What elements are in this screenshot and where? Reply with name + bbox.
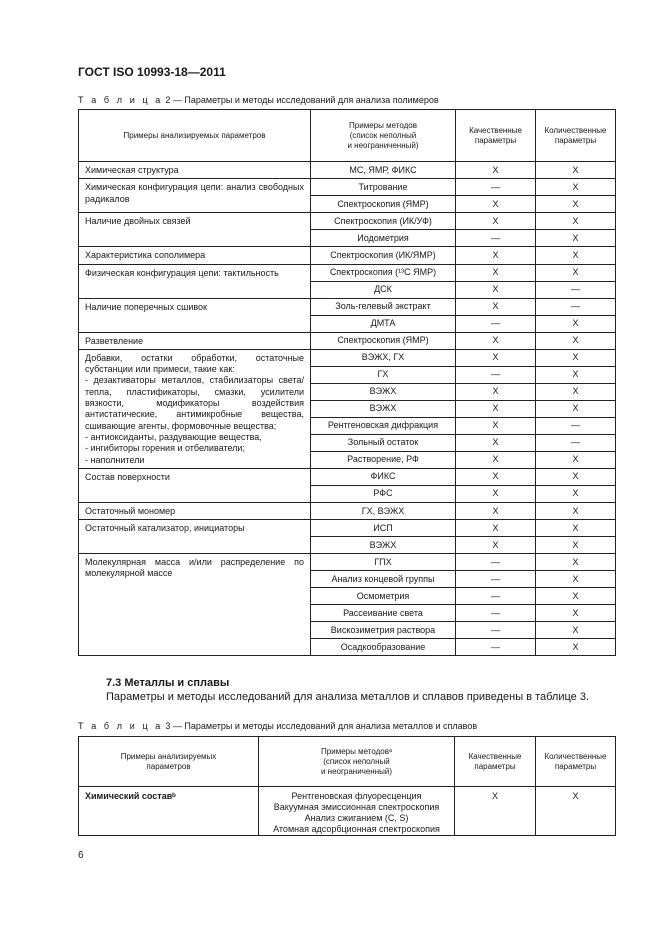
t2-param-text: Химическая структура: [85, 165, 179, 175]
section-title: 7.3 Металлы и сплавы: [106, 677, 230, 689]
table-row: [79, 787, 616, 836]
t2-method-cell: ГПХ: [311, 554, 456, 571]
section-text: Параметры и методы исследований для анализа металлов и сплавов приведены в таблице 3.: [106, 691, 590, 703]
t2-param-cell: [79, 468, 311, 502]
t3-method-line: Рентгеновская флуоресценция: [291, 791, 422, 801]
t2-quant-cell: X: [536, 264, 616, 281]
t2-param-text: Наличие поперечных сшивок: [85, 301, 207, 312]
table-row: [79, 502, 616, 519]
t2-param-cell: [79, 162, 311, 179]
table-row: [79, 247, 616, 264]
table-row: [79, 332, 616, 349]
metals-parameters-table: [78, 736, 616, 836]
t2-quant-cell: X: [536, 451, 616, 468]
polymer-parameters-table: [78, 109, 616, 656]
document-header: ГОСТ ISO 10993-18—2011: [78, 65, 226, 79]
t2-header-qual: Качественные параметры: [456, 110, 536, 162]
t2-qual-cell: —: [456, 605, 536, 622]
t2-method-cell: ФИКС: [311, 468, 456, 485]
table-row: [79, 264, 616, 281]
t2-quant-cell: X: [536, 315, 616, 332]
t2-param-cell: [79, 213, 311, 247]
t2-method-cell: Спектроскопия (ЯМР): [311, 196, 456, 213]
t2-header-method: Примеры методов (список неполный и неограниченный): [311, 110, 456, 162]
table2-caption-text: 2 — Параметры и методы исследований для анализа полимеров: [165, 95, 439, 105]
t2-quant-cell: X: [536, 537, 616, 554]
t2-method-cell: Осадкообразование: [311, 639, 456, 656]
t3-header-qual: Качественные параметры: [455, 737, 536, 787]
t2-quant-cell: —: [536, 434, 616, 451]
t2-param-text: Разветвление: [85, 335, 144, 346]
t2-method-cell: Спектроскопия (ЯМР): [311, 332, 456, 349]
t2-qual-cell: X: [456, 417, 536, 434]
t2-qual-cell: X: [456, 383, 536, 400]
t2-quant-cell: —: [536, 298, 616, 315]
t3-header-quant: Количественные параметры: [536, 737, 616, 787]
t2-header-param: Примеры анализируемых параметров: [79, 110, 311, 162]
t2-qual-cell: X: [456, 451, 536, 468]
t2-quant-cell: X: [536, 383, 616, 400]
t2-qual-cell: X: [456, 502, 536, 519]
t2-method-cell: Спектроскопия (¹³С ЯМР): [311, 264, 456, 281]
t2-param-cell: [79, 332, 311, 349]
t3-method-line: Анализ сжиганием (С, S): [304, 813, 409, 823]
t2-method-cell: Осмометрия: [311, 588, 456, 605]
t2-quant-cell: X: [536, 247, 616, 264]
t2-qual-cell: —: [456, 588, 536, 605]
t2-param-text: Добавки, остатки обработки, остаточные субстанции или примеси, такие как: - дезактиваторы металлов, стабилизаторы света/тепла, пластификаторы, смазки, усилители вязкости, модификаторы воздействия антистатические, антимикробные вещества, сшивающие агенты, формовочные вещества; - антиоксиданты, раздувающие вещества, - ингибиторы горения и отбеливатели; - наполнители: [85, 352, 304, 465]
t2-param-text: Состав поверхности: [85, 471, 170, 482]
t2-param-text: Химическая конфигурация цепи: анализ свободных радикалов: [85, 182, 304, 204]
t2-param-cell: [79, 179, 311, 213]
t2-quant-cell: X: [536, 179, 616, 196]
t3-method-line: Атомная адсорбционная спектроскопия: [273, 824, 440, 834]
t2-param-cell: [79, 520, 311, 554]
t2-quant-cell: X: [536, 605, 616, 622]
t2-method-cell: Рассеивание света: [311, 605, 456, 622]
t2-qual-cell: —: [456, 366, 536, 383]
t2-method-cell: Спектроскопия (ИК/УФ): [311, 213, 456, 230]
t2-quant-cell: X: [536, 468, 616, 485]
t2-param-cell: [79, 554, 311, 656]
t2-method-cell: ВЭЖХ: [311, 537, 456, 554]
t2-qual-cell: X: [456, 298, 536, 315]
t2-method-cell: Вискозиметрия раствора: [311, 622, 456, 639]
t2-qual-cell: X: [456, 281, 536, 298]
table-row: [79, 298, 616, 315]
t2-body: [79, 162, 616, 656]
t3-quant-cell: X: [536, 787, 616, 836]
t2-method-cell: ДМТА: [311, 315, 456, 332]
page-number: 6: [78, 850, 84, 861]
table3-caption: [78, 721, 477, 731]
t2-method-cell: Анализ концевой группы: [311, 571, 456, 588]
t2-param-text: Остаточный катализатор, инициаторы: [85, 523, 245, 534]
table-row: [79, 179, 616, 196]
t2-method-cell: ГХ, ВЭЖХ: [311, 502, 456, 519]
t2-param-text: Физическая конфигурация цепи: тактильность: [85, 267, 279, 278]
t2-method-cell: ИСП: [311, 520, 456, 537]
t2-method-cell: РФС: [311, 485, 456, 502]
table-row: [79, 349, 616, 366]
t2-param-text: Молекулярная масса и/или распределение по молекулярной массе: [85, 557, 304, 579]
table-row: [79, 162, 616, 179]
t2-method-cell: ВЭЖХ: [311, 400, 456, 417]
t2-method-cell: Спектроскопия (ИК/ЯМР): [311, 247, 456, 264]
table-row: [79, 520, 616, 537]
table2-caption: [78, 95, 439, 105]
t2-qual-cell: —: [456, 571, 536, 588]
t2-quant-cell: X: [536, 639, 616, 656]
t2-quant-cell: X: [536, 196, 616, 213]
t2-param-cell: [79, 502, 311, 519]
t2-qual-cell: X: [456, 434, 536, 451]
t2-method-cell: ВЭЖХ: [311, 383, 456, 400]
t2-quant-cell: X: [536, 485, 616, 502]
t2-quant-cell: X: [536, 502, 616, 519]
t3-method-cell: [259, 787, 455, 836]
t2-quant-cell: X: [536, 571, 616, 588]
t2-qual-cell: —: [456, 554, 536, 571]
t2-method-cell: Иодометрия: [311, 230, 456, 247]
t2-qual-cell: X: [456, 247, 536, 264]
t3-body: [79, 787, 616, 836]
t3-method-line: Вакуумная эмиссионная спектроскопия: [273, 802, 440, 812]
t2-param-cell: [79, 247, 311, 264]
t2-method-cell: ГХ: [311, 366, 456, 383]
t2-qual-cell: —: [456, 230, 536, 247]
t2-param-text: Характеристика сополимера: [85, 250, 206, 261]
t2-quant-cell: X: [536, 366, 616, 383]
t2-quant-cell: X: [536, 520, 616, 537]
t2-qual-cell: X: [456, 196, 536, 213]
t2-qual-cell: —: [456, 639, 536, 656]
t2-qual-cell: X: [456, 332, 536, 349]
t2-param-cell: [79, 349, 311, 468]
t2-qual-cell: —: [456, 622, 536, 639]
t2-qual-cell: —: [456, 179, 536, 196]
t2-qual-cell: X: [456, 485, 536, 502]
table3-caption-label: Т а б л и ц а: [78, 721, 163, 731]
t2-quant-cell: —: [536, 417, 616, 434]
t2-method-cell: ВЭЖХ, ГХ: [311, 349, 456, 366]
t3-qual-cell: X: [455, 787, 536, 836]
t2-quant-cell: X: [536, 162, 616, 179]
t2-param-text: Наличие двойных связей: [85, 216, 191, 227]
table2-caption-label: Т а б л и ц а: [78, 95, 163, 105]
t2-param-cell: [79, 264, 311, 298]
t2-quant-cell: X: [536, 622, 616, 639]
t2-qual-cell: X: [456, 468, 536, 485]
t2-method-cell: Зольный остаток: [311, 434, 456, 451]
t2-qual-cell: X: [456, 400, 536, 417]
t2-qual-cell: X: [456, 520, 536, 537]
t2-method-cell: МС, ЯМР, ФИКС: [311, 162, 456, 179]
t2-quant-cell: X: [536, 349, 616, 366]
t2-header-quant: Количественные параметры: [536, 110, 616, 162]
t2-method-cell: ДСК: [311, 281, 456, 298]
t2-method-cell: Растворение, РФ: [311, 451, 456, 468]
t2-quant-cell: X: [536, 588, 616, 605]
t2-method-cell: Титрование: [311, 179, 456, 196]
t2-quant-cell: X: [536, 554, 616, 571]
t2-quant-cell: X: [536, 230, 616, 247]
table-row: [79, 554, 616, 571]
t2-qual-cell: X: [456, 264, 536, 281]
t2-qual-cell: X: [456, 213, 536, 230]
t3-param-cell: Химический составᵇ: [79, 787, 259, 836]
t2-quant-cell: —: [536, 281, 616, 298]
t3-header-method: Примеры методовᵃ (список неполный и неограниченный): [259, 737, 455, 787]
t2-param-text: Остаточный мономер: [85, 505, 176, 516]
table-row: [79, 213, 616, 230]
t2-qual-cell: X: [456, 162, 536, 179]
t2-quant-cell: X: [536, 213, 616, 230]
table3-caption-text: 3 — Параметры и методы исследований для анализа металлов и сплавов: [165, 721, 478, 731]
t2-param-cell: [79, 298, 311, 332]
t2-qual-cell: X: [456, 537, 536, 554]
t2-qual-cell: —: [456, 315, 536, 332]
t3-header-param: Примеры анализируемых параметров: [79, 737, 259, 787]
t2-quant-cell: X: [536, 400, 616, 417]
t2-method-cell: Золь-гелевый экстракт: [311, 298, 456, 315]
table-row: [79, 468, 616, 485]
t2-quant-cell: X: [536, 332, 616, 349]
t2-method-cell: Рентгеновская дифракция: [311, 417, 456, 434]
t2-qual-cell: X: [456, 349, 536, 366]
